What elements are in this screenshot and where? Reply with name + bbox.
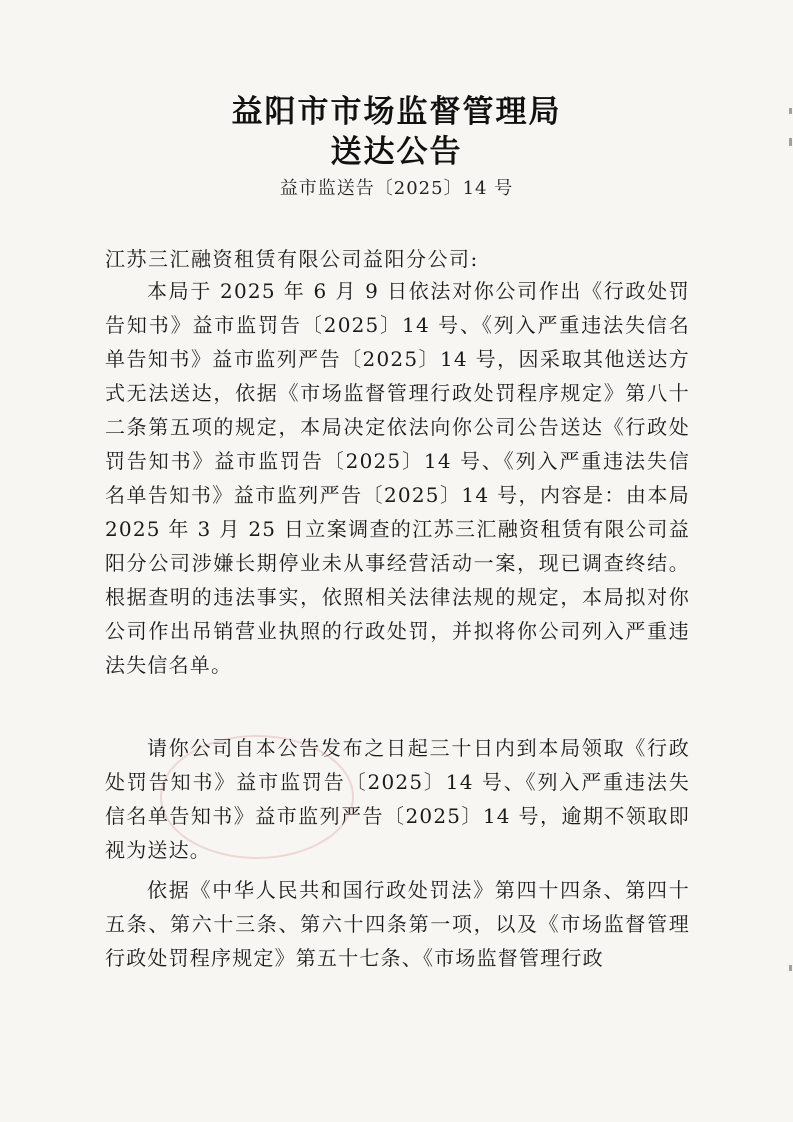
body-paragraph-legal-basis: 依据《中华人民共和国行政处罚法》第四十四条、第四十五条、第六十三条、第六十四条第一项，以及《市场监督管理行政处罚程序规定》第五十七条、《市场监督管理行政 — [105, 878, 690, 970]
document-number: 益市监送告〔2025〕14 号 — [279, 178, 514, 199]
body-paragraph-notice: 本局于 2025 年 6 月 9 日依法对你公司作出《行政处罚告知书》益市监罚告〔2025〕14 号、《列入严重违法失信名单告知书》益市监列严告〔2025〕14 号，因采取其他送达方式无法送达，依据《市场监督管理行政处罚程序规定》第八十二条第五项的规定，本局决定依法向你公司公告送达《行政处罚告知书》益市监罚告〔2025〕14 号、《列入严重违法失信名单告知书》益市监列严告〔2025〕14 号，内容是：由本局 2025 年 3 月 25 日立案调查的江苏三汇融资租赁有限公司益阳分公司涉嫌长期停业未从事经营活动一案，现已调查终结。根据查明的违法事实，依照相关法律法规的规定，本局拟对你公司作出吊销营业执照的行政处罚，并拟将你公司列入严重违法失信名单。 — [105, 279, 690, 677]
agency-title: 益阳市市场监督管理局 — [231, 94, 562, 130]
addressee: 江苏三汇融资租赁有限公司益阳分公司: — [105, 247, 479, 271]
scan-edge-mark — [789, 965, 792, 971]
document-type-title: 送达公告 — [330, 134, 463, 170]
body-paragraph-collection: 请你公司自本公告发布之日起三十日内到本局领取《行政处罚告知书》益市监罚告〔2025〕14 号、《列入严重违法失信名单告知书》益市监列严告〔2025〕14 号，逾期不领取即视为送达。 — [105, 736, 690, 862]
